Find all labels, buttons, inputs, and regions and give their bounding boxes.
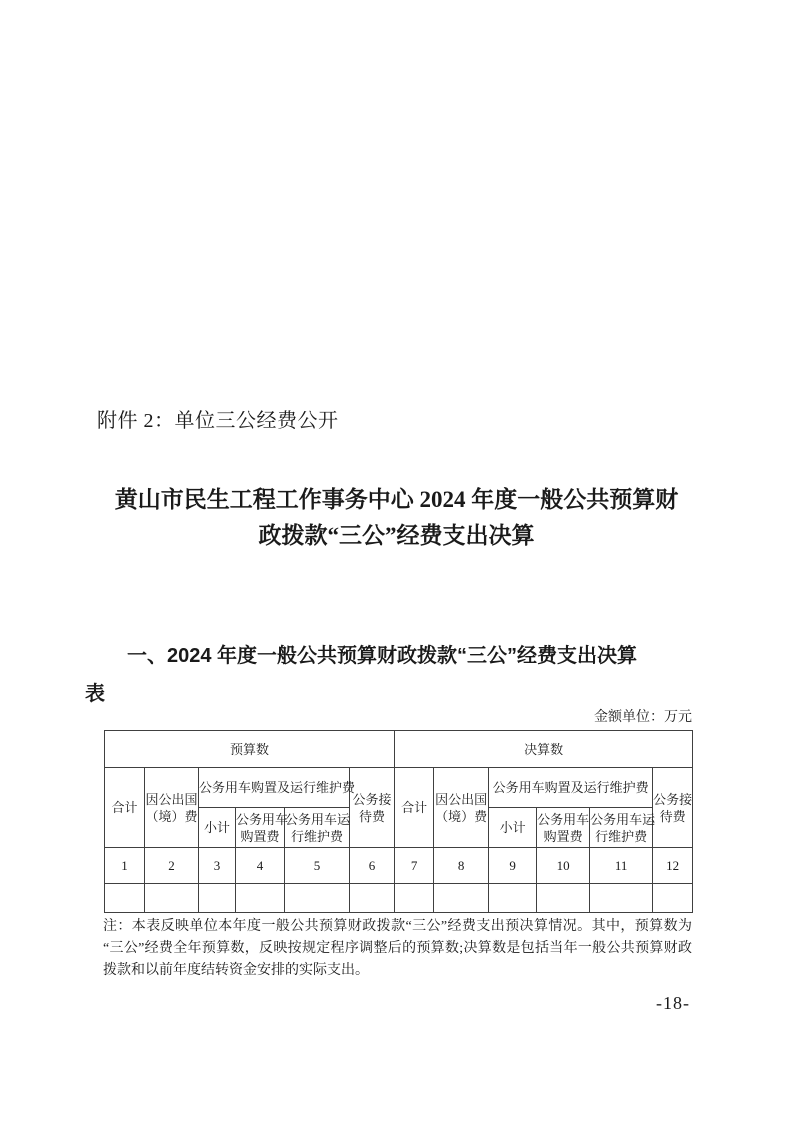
data-cell [285, 884, 350, 913]
column-number-cell: 9 [489, 848, 537, 884]
budget-vehicle-group-header-cell: 公务用车购置及运行维护费 [199, 768, 350, 808]
data-cell [489, 884, 537, 913]
three-public-expense-table [104, 730, 693, 913]
final-abroad-expense-header-cell [434, 768, 489, 848]
budget-total-header-cell: 合计 [105, 768, 145, 848]
section-heading [85, 637, 710, 713]
document-title-line-1: 黄山市民生工程工作事务中心 2024 年度一般公共预算财 [114, 487, 679, 512]
vehicle-maintenance-header-line-1: 公务用车运 [590, 811, 656, 827]
budget-subtotal-header-cell: 小计 [199, 808, 236, 848]
vehicle-purchase-header-line-1: 公务用车 [537, 811, 590, 827]
column-number-cell: 4 [236, 848, 285, 884]
column-number-cell: 12 [653, 848, 693, 884]
abroad-expense-header-line-1: 因公出国 [435, 791, 488, 807]
abroad-expense-header-line-2: （境）费 [435, 808, 488, 824]
column-number-cell: 6 [350, 848, 395, 884]
vehicle-maintenance-header-line-1: 公务用车运 [285, 811, 351, 827]
data-cell [395, 884, 434, 913]
document-title [0, 482, 793, 554]
document-title-line-2: 政拨款“三公”经费支出决算 [258, 523, 535, 548]
column-number-cell: 7 [395, 848, 434, 884]
vehicle-maintenance-header-line-2: 行维护费 [595, 828, 648, 844]
page-number: -18- [656, 993, 690, 1013]
vehicle-maintenance-header-line-2: 行维护费 [290, 828, 343, 844]
budget-reception-header-cell [350, 768, 395, 848]
column-number-cell: 10 [537, 848, 590, 884]
reception-header-line-1: 公务接 [352, 791, 392, 807]
final-vehicle-group-header-cell: 公务用车购置及运行维护费 [489, 768, 653, 808]
reception-header-line-1: 公务接 [653, 791, 693, 807]
data-cell [434, 884, 489, 913]
vehicle-purchase-header-line-2: 购置费 [543, 828, 583, 844]
budget-abroad-expense-header-cell [145, 768, 199, 848]
abroad-expense-header-line-1: 因公出国 [145, 791, 198, 807]
data-cell [350, 884, 395, 913]
budget-group-header-cell: 预算数 [105, 731, 395, 768]
column-number-cell: 11 [590, 848, 653, 884]
column-number-cell: 3 [199, 848, 236, 884]
data-cell [537, 884, 590, 913]
final-total-header-cell: 合计 [395, 768, 434, 848]
column-number-cell: 1 [105, 848, 145, 884]
column-number-cell: 8 [434, 848, 489, 884]
attachment-label: 附件 2：单位三公经费公开 [97, 410, 339, 432]
vehicle-purchase-header-line-1: 公务用车 [236, 811, 289, 827]
data-cell [145, 884, 199, 913]
column-number-cell: 2 [145, 848, 199, 884]
data-cell [653, 884, 693, 913]
budget-vehicle-purchase-header-cell [236, 808, 289, 848]
final-reception-header-cell [653, 768, 693, 848]
final-accounts-group-header-cell: 决算数 [395, 731, 693, 768]
section-heading-line-2: 表 [85, 683, 105, 705]
column-number-cell: 5 [285, 848, 350, 884]
data-cell [105, 884, 145, 913]
table-note: 注：本表反映单位本年度一般公共预算财政拨款“三公”经费支出预决算情况。其中，预算数为“三公”经费全年预算数，反映按规定程序调整后的预算数;决算数是包括当年一般公共预算财政拨款和以前年度结转资金安排的实际支出。 [103, 919, 692, 978]
final-subtotal-header-cell: 小计 [489, 808, 537, 848]
amount-unit-label: 金额单位：万元 [594, 710, 692, 725]
data-cell [236, 884, 285, 913]
vehicle-purchase-header-line-2: 购置费 [240, 828, 280, 844]
data-cell [590, 884, 653, 913]
final-vehicle-purchase-header-cell [537, 808, 590, 848]
abroad-expense-header-line-2: （境）费 [145, 808, 198, 824]
data-cell [199, 884, 236, 913]
final-vehicle-maintenance-header-cell [590, 808, 656, 848]
section-heading-line-1: 一、2024 年度一般公共预算财政拨款“三公”经费支出决算 [127, 645, 638, 667]
budget-vehicle-maintenance-header-cell [285, 808, 350, 848]
reception-header-line-2: 待费 [659, 808, 686, 824]
reception-header-line-2: 待费 [359, 808, 386, 824]
